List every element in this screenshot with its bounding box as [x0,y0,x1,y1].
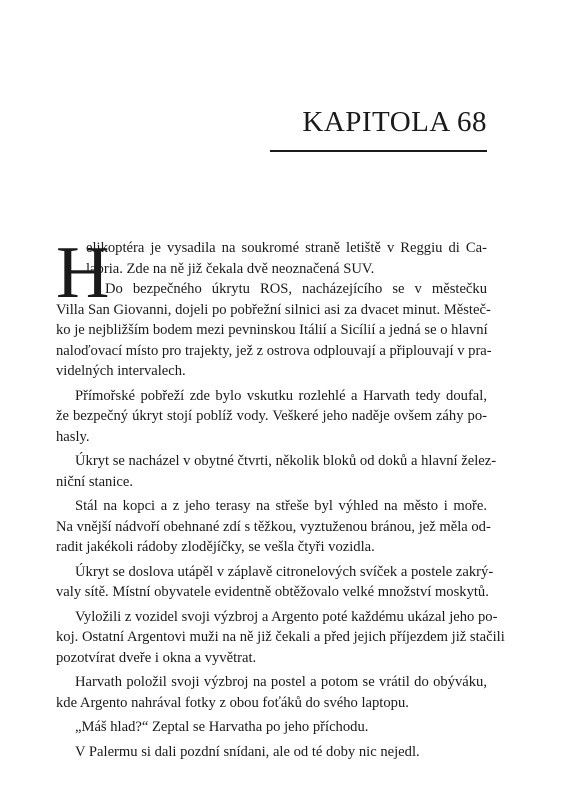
text-line: Úkryt se nacházel v obytné čtvrti, několik bloků od doků a hlavní želez- [75,453,497,469]
text-line: ko je nejbližším bodem mezi pevninskou Itálií a Sicílií a jedná se o hlavní [56,322,488,338]
text-line: labria. Zde na ně již čekala dvě neoznačená SUV. [86,260,375,277]
text-line: Villa San Giovanni, dojeli po pobřežní silnici asi za dvacet minut. Městeč- [56,301,491,318]
chapter-title: KAPITOLA 68 [302,106,487,138]
text-line: pozotvírat dveře i okna a vyvětrat. [56,649,257,666]
text-line: elikoptéra je vysadila na soukromé straně letiště v Reggiu di Ca- [86,240,487,256]
drop-cap: H [56,232,110,314]
text-line: Na vnější nádvoří obehnané zdí s těžkou, vyztuženou bránou, jež měla od- [56,518,491,535]
text-line: kde Argento nahrával fotky z obou foťáků do svého laptopu. [56,694,409,711]
text-line: že bezpečný úkryt stojí poblíž vody. Veškeré jeho naděje ovšem záhy po- [56,408,487,424]
title-rule [270,150,487,152]
text-line: koj. Ostatní Argentovi muži na ně již čekali a před jejich příjezdem již stačili [56,629,505,645]
text-line: Harvath položil svoji výzbroj na postel a potom se vrátil do obýváku, [75,674,487,690]
text-line: „Máš hlad?“ Zeptal se Harvatha po jeho příchodu. [75,719,369,735]
text-line: Do bezpečného úkrytu ROS, nacházejícího se v městečku [105,281,487,297]
text-line: niční stanice. [56,473,133,490]
text-line: radit jakékoli rádoby zlodějíčky, se vešla čtyři vozidla. [56,539,375,555]
text-line: Stál na kopci a z jeho terasy na střeše byl výhled na město i moře. [75,498,487,514]
text-line: hasly. [56,428,90,445]
text-line: naloďovací místo pro trajekty, jež z ostrova odplouvají a připlouvají v pra- [56,342,492,359]
body-text [56,232,505,762]
text-line: Vyložili z vozidel svoji výzbroj a Argento poté každému ukázal jeho po- [75,608,498,625]
text-line: Přímořské pobřeží zde bylo vskutku rozlehlé a Harvath tedy doufal, [75,387,487,404]
text-line: videlných intervalech. [56,363,186,379]
text-line: V Palermu si dali pozdní snídani, ale od té doby nic nejedl. [75,743,420,760]
text-line: valy sítě. Místní obyvatele evidentně obtěžovalo velké množství moskytů. [56,584,489,600]
text-line: Úkryt se doslova utápěl v záplavě citronelových svíček a postele zakrý- [75,563,494,580]
